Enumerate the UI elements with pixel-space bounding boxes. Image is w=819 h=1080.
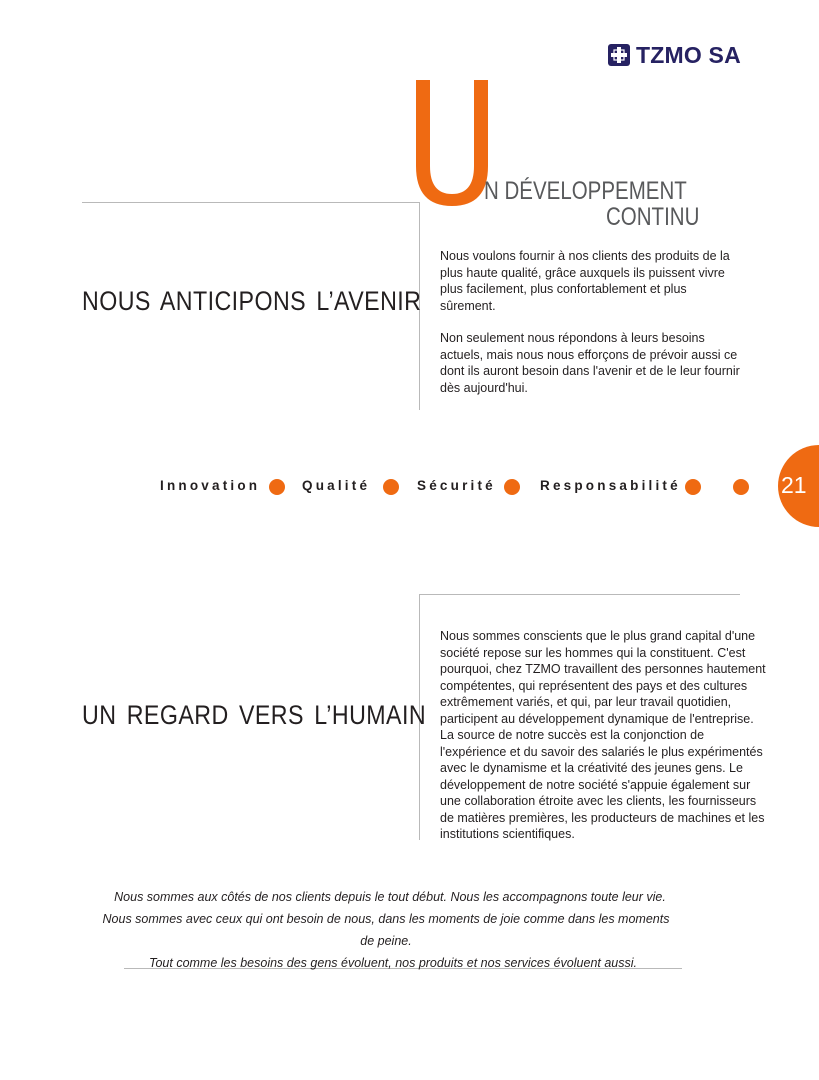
bullet-dot — [383, 479, 399, 495]
section-title-humain: UN REGARD VERS L’HUMAIN — [82, 700, 427, 730]
bullet-dot — [269, 479, 285, 495]
bullet-dot — [733, 479, 749, 495]
bullet-dot — [504, 479, 520, 495]
section-title-anticipons: NOUS ANTICIPONS L’AVENIR — [82, 286, 422, 316]
quote-line-2: Nous sommes avec ceux qui ont besoin de nous, dans les moments de joie comme dans les moments de peine. — [102, 912, 670, 948]
company-logo — [608, 40, 741, 70]
value-innovation: Innovation — [160, 478, 261, 493]
tzmo-cross-icon — [608, 44, 630, 66]
drop-letter-u — [412, 78, 492, 208]
page-number: 21 — [781, 472, 807, 498]
headline-line-1: N DÉVELOPPEMENT — [484, 177, 687, 205]
bullet-dot — [685, 479, 701, 495]
section-2-paragraph: Nous sommes conscients que le plus grand capital d'une société repose sur les hommes qui la constituent. C'est pourquoi, chez TZMO travaillent des personnes hautement compétentes, qui représentent des pays et des cultures extrêmement variés, et qui, par leur travail quotidien, participent au développement dynamique de l'entreprise. La source de notre succès est la conjonction de l'expérience et du savoir des salariés le plus expérimentés avec le dynamisme et la créativité des jeunes gens. Le développement de notre société s'appuie également sur une collaboration étroite avec les clients, les fournisseurs de matières premières, les producteurs de machines et les institutions scientifiques. — [440, 629, 766, 841]
section-1-paragraph-1: Nous voulons fournir à nos clients des produits de la plus haute qualité, grâce auxquels ils puissent vivre plus facilement, plus confortablement et plus sûrement. — [440, 249, 730, 313]
divider-middle-horizontal — [420, 594, 740, 595]
value-securite: Sécurité — [417, 478, 496, 493]
closing-quote — [100, 886, 700, 974]
quote-line-1: Nous sommes aux côtés de nos clients depuis le tout début. Nous les accompagnons toute leur vie. — [114, 890, 666, 904]
section-1-paragraph-2: Non seulement nous répondons à leurs besoins actuels, mais nous nous efforçons de prévoir aussi ce dont ils auront besoin dans l'avenir et de le leur fournir dès aujourd'hui. — [440, 331, 740, 395]
quote-line-3: Tout comme les besoins des gens évoluent, nos produits et nos services évoluent aussi. — [148, 956, 637, 970]
divider-top-horizontal — [82, 202, 420, 203]
drop-letter-text: U — [412, 78, 413, 79]
logo-text: TZMO SA — [636, 41, 741, 68]
value-responsabilite: Responsabilité — [540, 478, 681, 493]
headline-line-2: CONTINU — [606, 203, 700, 231]
value-qualite: Qualité — [302, 478, 371, 493]
